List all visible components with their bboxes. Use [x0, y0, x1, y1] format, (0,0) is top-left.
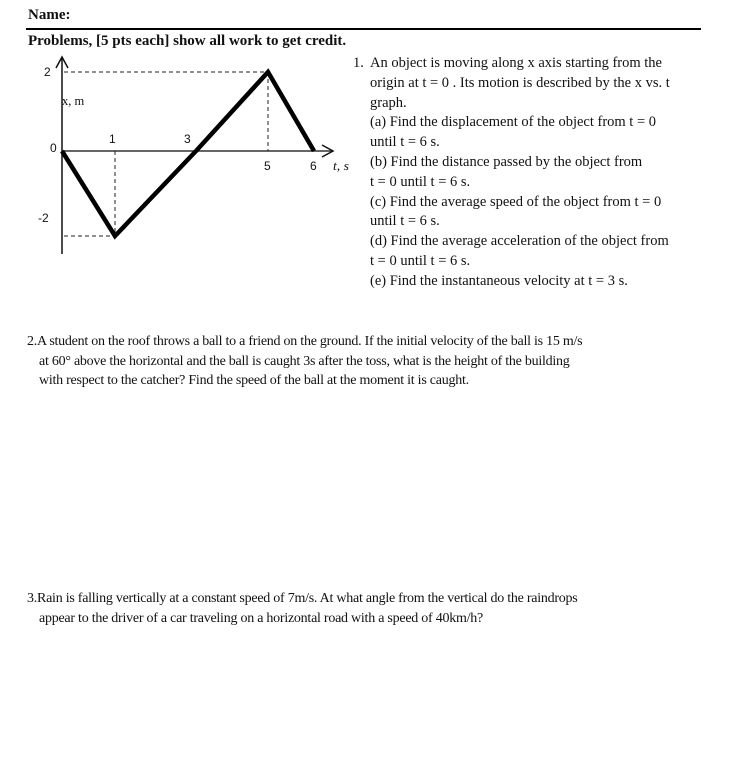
q1-line: until t = 6 s. — [370, 134, 440, 151]
question-2 — [27, 332, 717, 391]
y-tick-2: 2 — [44, 65, 51, 79]
y-tick-0: 0 — [50, 141, 57, 155]
q1-line: t = 0 until t = 6 s. — [370, 173, 471, 190]
y-tick-neg2: -2 — [38, 211, 49, 225]
question-3 — [27, 589, 717, 628]
q1-part-b: (b) Find the distance passed by the object from — [370, 153, 643, 170]
q1-part-a: (a) Find the displacement of the object from t = 0 — [370, 114, 657, 131]
q2-line: with respect to the catcher? Find the speed of the ball at the moment it is caught. — [39, 373, 469, 389]
x-vs-t-line — [62, 72, 314, 236]
problems-heading: Problems, [5 pts each] show all work to get credit. — [28, 33, 347, 49]
question-1-number: 1. — [353, 55, 364, 71]
q1-line: until t = 6 s. — [370, 213, 440, 230]
x-tick-6: 6 — [310, 159, 317, 173]
question-1 — [353, 54, 705, 292]
y-axis-label: x, m — [62, 94, 85, 108]
q1-part-d: (d) Find the average acceleration of the object from — [370, 233, 669, 250]
position-time-graph — [0, 0, 360, 260]
q1-line: t = 0 until t = 6 s. — [370, 252, 471, 269]
q1-line: graph. — [370, 94, 407, 111]
x-tick-5: 5 — [264, 159, 271, 173]
q3-line: 3.Rain is falling vertically at a constant speed of 7m/s. At what angle from the vertical do the raindrops — [27, 591, 578, 606]
q2-line: 2.A student on the roof throws a ball to a friend on the ground. If the initial velocity of the ball is 15 m/s — [27, 334, 583, 349]
q2-line: at 60° above the horizontal and the ball is caught 3s after the toss, what is the height of the building — [39, 353, 570, 369]
x-tick-3: 3 — [184, 132, 191, 146]
x-tick-1: 1 — [109, 132, 116, 146]
q1-line: An object is moving along x axis starting from the — [370, 55, 662, 71]
x-axis-label: t, s — [333, 159, 350, 173]
q1-part-e: (e) Find the instantaneous velocity at t = 3 s. — [370, 272, 628, 289]
q1-line: origin at t = 0 . Its motion is described by the x vs. t — [370, 74, 670, 91]
q1-part-c: (c) Find the average speed of the object from t = 0 — [370, 193, 662, 210]
q3-line: appear to the driver of a car traveling on a horizontal road with a speed of 40km/h? — [39, 610, 483, 626]
name-label: Name: — [28, 7, 71, 23]
